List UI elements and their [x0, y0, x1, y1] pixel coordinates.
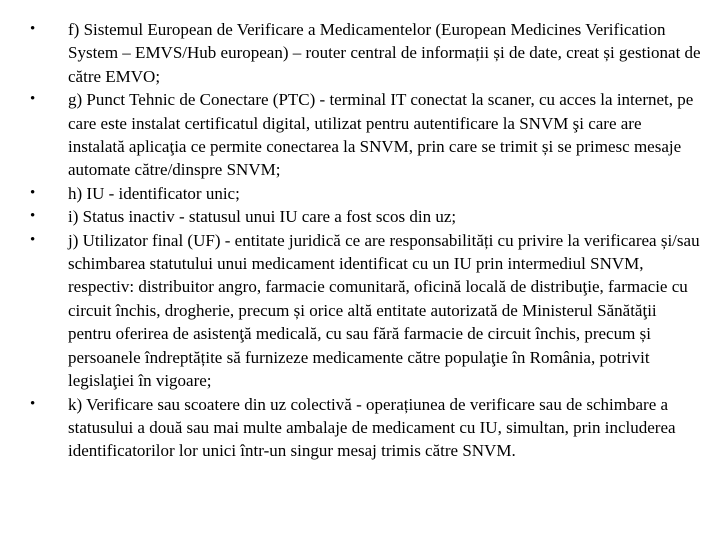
list-item — [30, 205, 702, 228]
list-item — [30, 393, 702, 463]
definition-j: j) Utilizator final (UF) - entitate juridică ce are responsabilități cu privire la verificarea și/sau schimbarea statutului unui medicament identificat cu un IU prin intermediul SNVM, respectiv: distribuitor angro, farmacie comunitară, oficină locală de distribuţie, farmacie cu circuit închis, drogherie, precum și orice altă entitate autorizată de Ministerul Sănătăţii pentru oferirea de asistenţă medicală, cu sau fără farmacie de circuit închis, precum și persoanele îndreptățite să furnizeze medicamente către populaţie în România, potrivit legislaţiei în vigoare; — [68, 230, 700, 391]
bullet-icon: • — [30, 208, 36, 225]
bullet-icon: • — [30, 184, 36, 201]
definition-h: h) IU - identificator unic; — [68, 183, 240, 203]
definition-i: i) Status inactiv - statusul unui IU care a fost scos din uz; — [68, 207, 457, 227]
bullet-icon: • — [30, 91, 36, 108]
bullet-icon: • — [30, 21, 36, 37]
definitions-list — [30, 18, 702, 463]
list-item — [30, 229, 702, 393]
list-item — [30, 88, 702, 182]
definition-g: g) Punct Tehnic de Conectare (PTC) - terminal IT conectat la scaner, cu acces la internet, pe care este instalat certificatul digital, utilizat pentru autentificare la SNVM şi care are instalată aplicaţia ce permite conectarea la SNVM, prin care se trimit și se primesc mesaje automate către/dinspre SNVM; — [68, 90, 694, 180]
definition-f: f) Sistemul European de Verificare a Medicamentelor (European Medicines Verification System – EMVS/Hub european) – router central de informații și de date, creat și gestionat de către EMVO; — [68, 20, 701, 86]
definition-k: k) Verificare sau scoatere din uz colectivă - operațiunea de verificare sau de schimbare a statusului a două sau mai multe ambalaje de medicament cu IU, simultan, prin includerea identificatorilor lor unici într-un singur mesaj trimis către SNVM. — [68, 394, 676, 461]
bullet-icon: • — [30, 231, 36, 248]
bullet-icon: • — [30, 395, 36, 412]
list-item — [30, 182, 702, 205]
list-item — [30, 18, 702, 88]
